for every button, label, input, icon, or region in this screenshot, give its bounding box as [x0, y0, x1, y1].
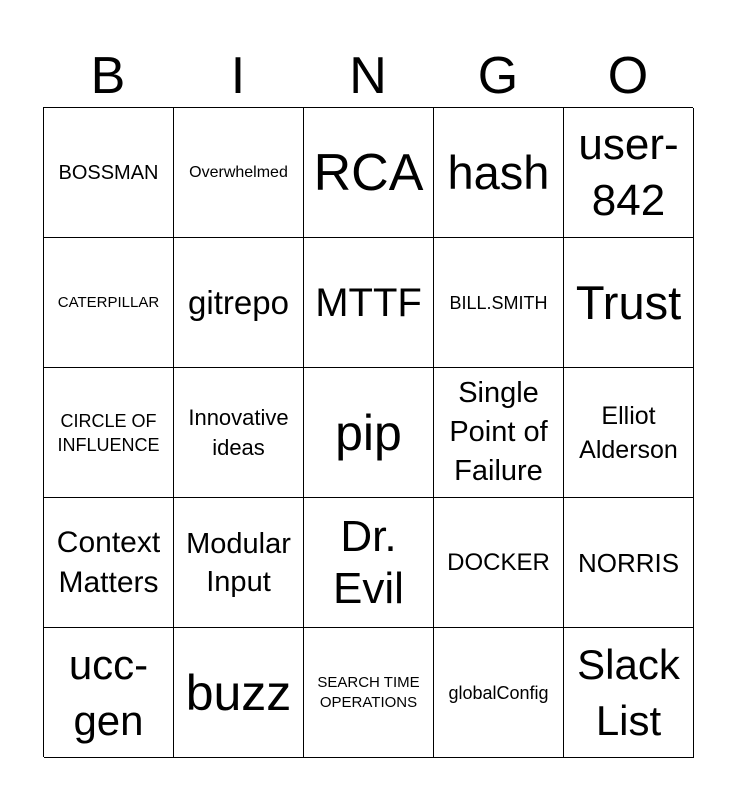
bingo-header [43, 44, 693, 108]
cell-text: pip [335, 404, 402, 461]
cell-text: BOSSMAN [58, 161, 159, 184]
cell-text: DOCKER [447, 548, 550, 576]
bingo-cell[interactable] [174, 108, 304, 238]
header-letter-b: B [90, 47, 126, 105]
bingo-cell[interactable] [434, 238, 564, 368]
header-letter-n: N [349, 47, 387, 105]
cell-text: gitrepo [188, 283, 289, 321]
bingo-cell[interactable] [174, 368, 304, 498]
bingo-cell[interactable] [174, 238, 304, 368]
cell-text: NORRIS [577, 547, 680, 578]
bingo-cell[interactable] [564, 498, 694, 628]
bingo-cell[interactable] [564, 108, 694, 238]
cell-text: Overwhelmed [189, 163, 288, 181]
cell-text: user-842 [578, 119, 679, 225]
cell-text: Context Matters [56, 525, 161, 599]
bingo-cell[interactable] [434, 628, 564, 758]
cell-text: Single Point of Failure [449, 377, 548, 487]
bingo-cell[interactable] [304, 108, 434, 238]
cell-text: BILL.SMITH [449, 292, 548, 313]
bingo-cell[interactable] [564, 628, 694, 758]
bingo-cell[interactable] [44, 108, 174, 238]
cell-text: Modular Input [186, 527, 291, 598]
cell-text: Trust [575, 275, 682, 329]
cell-text: SEARCH TIME OPERATIONS [317, 673, 420, 711]
cell-text: Slack List [577, 640, 680, 744]
bingo-cell[interactable] [174, 498, 304, 628]
cell-text: MTTF [315, 280, 422, 325]
header-letter-g: G [477, 47, 519, 105]
header-letter-i: I [230, 47, 246, 105]
bingo-cell[interactable] [44, 238, 174, 368]
bingo-cell[interactable] [434, 108, 564, 238]
cell-text: globalConfig [448, 682, 549, 703]
cell-text: buzz [185, 664, 292, 721]
bingo-cell[interactable] [564, 368, 694, 498]
cell-text: ucc-gen [68, 640, 149, 744]
cell-text: Dr. Evil [333, 511, 404, 613]
bingo-card-grid [43, 107, 693, 757]
header-letter-o: O [607, 47, 649, 105]
cell-text: CIRCLE OF INFLUENCE [57, 410, 160, 455]
bingo-cell[interactable] [304, 498, 434, 628]
bingo-cell[interactable] [434, 368, 564, 498]
bingo-cell[interactable] [44, 498, 174, 628]
bingo-cell[interactable] [304, 368, 434, 498]
bingo-cell[interactable] [44, 368, 174, 498]
cell-text: Elliot Alderson [579, 401, 678, 464]
bingo-cell[interactable] [564, 238, 694, 368]
cell-text: CATERPILLAR [57, 293, 160, 311]
cell-text: hash [447, 145, 550, 199]
cell-text: RCA [313, 143, 424, 202]
bingo-cell[interactable] [174, 628, 304, 758]
bingo-cell[interactable] [44, 628, 174, 758]
bingo-cell[interactable] [304, 238, 434, 368]
bingo-cell[interactable] [304, 628, 434, 758]
cell-text: Innovative ideas [188, 404, 289, 460]
bingo-cell[interactable] [434, 498, 564, 628]
